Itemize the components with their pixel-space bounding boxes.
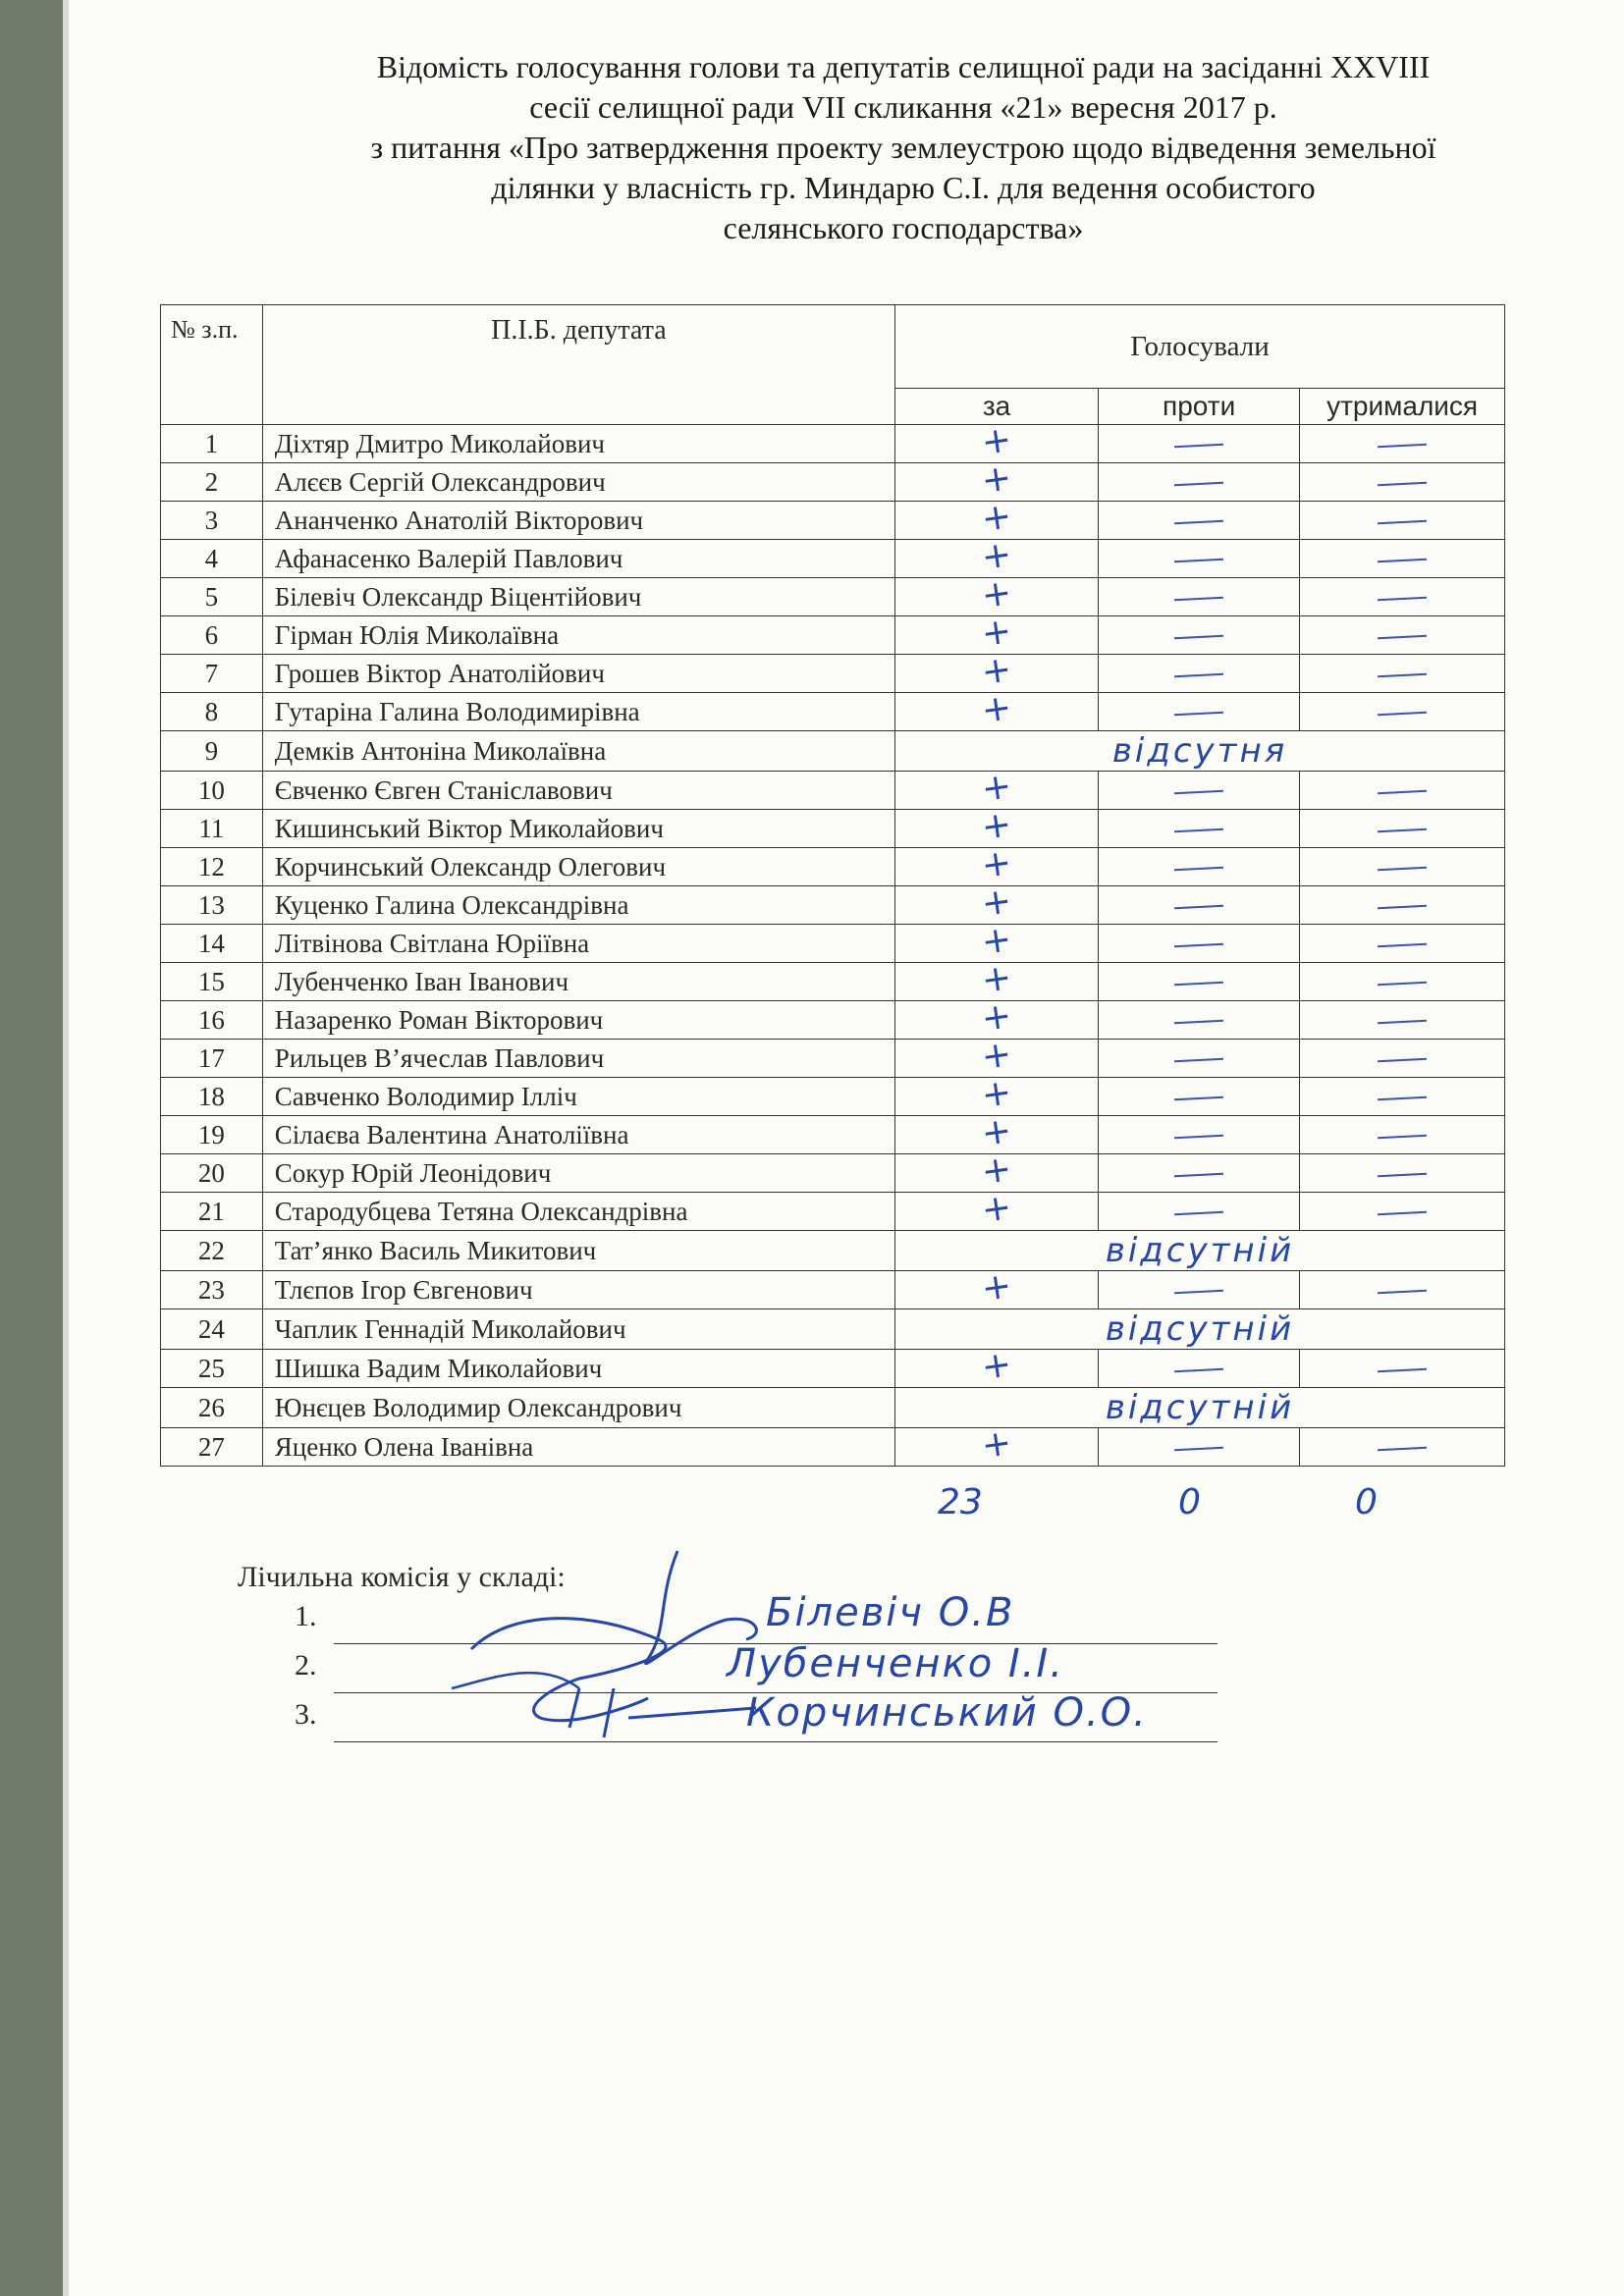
vote-against-cell <box>1099 463 1300 502</box>
vote-abstained-cell <box>1300 1271 1505 1309</box>
commission-number-2: 2. <box>295 1649 317 1682</box>
vote-against-cell <box>1099 848 1300 886</box>
commission-member-2: Лубенченко І.І. <box>727 1641 1064 1686</box>
table-row <box>161 502 1505 540</box>
commission-number-3: 3. <box>295 1698 317 1731</box>
table-row <box>161 1154 1505 1193</box>
vote-against-cell <box>1099 578 1300 616</box>
row-number: 4 <box>161 540 263 578</box>
vote-for-cell <box>895 804 1099 848</box>
vote-abstained-dash <box>1378 904 1427 909</box>
table-row <box>161 848 1505 886</box>
deputy-name: Євченко Євген Станіславович <box>262 772 894 810</box>
deputy-name: Афанасенко Валерій Павлович <box>262 540 894 578</box>
vote-abstained-dash <box>1378 634 1427 639</box>
vote-abstained-dash <box>1378 1367 1427 1372</box>
vote-against-dash <box>1174 1446 1223 1451</box>
vote-for-cell <box>895 881 1099 925</box>
row-number: 26 <box>161 1388 263 1428</box>
row-number: 1 <box>161 425 263 463</box>
vote-abstained-cell <box>1300 1428 1505 1467</box>
row-number: 24 <box>161 1309 263 1350</box>
deputy-name: Алєєв Сергій Олександрович <box>262 463 894 502</box>
vote-for-mark: + <box>979 995 1014 1040</box>
row-number: 6 <box>161 616 263 655</box>
commission-member-3: Корчинський О.О. <box>746 1690 1148 1735</box>
vote-against-cell <box>1099 1428 1300 1467</box>
vote-against-cell <box>1099 1001 1300 1040</box>
table-row <box>161 655 1505 693</box>
vote-against-dash <box>1174 789 1223 794</box>
vote-for-cell <box>895 1110 1099 1154</box>
title-line-5: селянського господарства» <box>723 210 1084 245</box>
vote-for-mark: + <box>979 419 1014 463</box>
vote-against-cell <box>1099 693 1300 731</box>
deputy-name: Білевіч Олександр Віцентійович <box>262 578 894 616</box>
deputy-name: Ананченко Анатолій Вікторович <box>262 502 894 540</box>
vote-against-dash <box>1174 1019 1223 1024</box>
deputy-name: Назаренко Роман Вікторович <box>262 1001 894 1040</box>
vote-for-mark: + <box>979 1422 1014 1467</box>
vote-for-cell <box>895 1187 1099 1231</box>
vote-abstained-cell <box>1300 1350 1505 1388</box>
deputy-name: Лубенченко Іван Іванович <box>262 963 894 1001</box>
table-row <box>161 1231 1505 1271</box>
table-row <box>161 540 1505 578</box>
deputy-name: Савченко Володимир Ілліч <box>262 1078 894 1116</box>
vote-abstained-cell <box>1300 540 1505 578</box>
vote-against-dash <box>1174 443 1223 448</box>
vote-abstained-cell <box>1300 886 1505 925</box>
vote-abstained-dash <box>1378 711 1427 716</box>
vote-abstained-dash <box>1378 942 1427 947</box>
title-line-3: з питання «Про затвердження проекту землеустрою щодо відведення земельної <box>370 130 1436 165</box>
row-number: 21 <box>161 1193 263 1231</box>
vote-against-dash <box>1174 1289 1223 1294</box>
vote-for-mark: + <box>979 881 1014 925</box>
vote-abstained-dash <box>1378 558 1427 562</box>
vote-for-cell <box>895 766 1099 810</box>
vote-against-dash <box>1174 634 1223 639</box>
vote-for-cell <box>895 649 1099 693</box>
vote-for-mark: + <box>979 1072 1014 1116</box>
vote-against-cell <box>1099 925 1300 963</box>
vote-for-mark: + <box>979 1110 1014 1154</box>
vote-abstained-cell <box>1300 616 1505 655</box>
deputy-name: Шишка Вадим Миколайович <box>262 1350 894 1388</box>
vote-abstained-dash <box>1378 1210 1427 1215</box>
row-number: 11 <box>161 810 263 848</box>
vote-against-dash <box>1174 1134 1223 1139</box>
table-row <box>161 1001 1505 1040</box>
table-row <box>161 616 1505 655</box>
row-number: 2 <box>161 463 263 502</box>
vote-against-cell <box>1099 772 1300 810</box>
header-abstained: утрималися <box>1300 389 1505 425</box>
vote-against-cell <box>1099 616 1300 655</box>
vote-abstained-dash <box>1378 1446 1427 1451</box>
table-row <box>161 886 1505 925</box>
deputy-name: Діхтяр Дмитро Миколайович <box>262 425 894 463</box>
vote-against-dash <box>1174 828 1223 832</box>
row-number: 27 <box>161 1428 263 1467</box>
deputy-name: Літвінова Світлана Юріївна <box>262 925 894 963</box>
vote-for-mark: + <box>979 687 1014 731</box>
row-number: 14 <box>161 925 263 963</box>
row-number: 3 <box>161 502 263 540</box>
row-number: 8 <box>161 693 263 731</box>
row-number: 19 <box>161 1116 263 1154</box>
commission-member-1: Білевіч О.В <box>766 1590 1015 1635</box>
title-line-2: сесії селищної ради VII скликання «21» вересня 2017 р. <box>529 89 1277 125</box>
deputy-name: Юнєцев Володимир Олександрович <box>262 1388 894 1428</box>
vote-abstained-cell <box>1300 655 1505 693</box>
vote-abstained-dash <box>1378 1134 1427 1139</box>
vote-against-dash <box>1174 1057 1223 1062</box>
vote-abstained-dash <box>1378 789 1427 794</box>
vote-for-mark: + <box>979 649 1014 693</box>
vote-against-cell <box>1099 1154 1300 1193</box>
vote-for-mark: + <box>979 611 1014 655</box>
vote-for-mark: + <box>979 919 1014 963</box>
vote-for-mark: + <box>979 1265 1014 1309</box>
row-number: 20 <box>161 1154 263 1193</box>
row-number: 16 <box>161 1001 263 1040</box>
vote-for-cell <box>895 919 1099 963</box>
vote-for-mark: + <box>979 766 1014 810</box>
vote-abstained-dash <box>1378 1172 1427 1177</box>
vote-against-dash <box>1174 942 1223 947</box>
row-number: 22 <box>161 1231 263 1271</box>
header-voted: Голосували <box>895 305 1505 389</box>
vote-for-mark: + <box>979 1148 1014 1193</box>
vote-against-dash <box>1174 1172 1223 1177</box>
vote-abstained-cell <box>1300 925 1505 963</box>
vote-against-cell <box>1099 1078 1300 1116</box>
vote-against-dash <box>1174 1210 1223 1215</box>
deputy-name: Демків Антоніна Миколаївна <box>262 731 894 772</box>
vote-abstained-cell <box>1300 578 1505 616</box>
vote-against-cell <box>1099 1040 1300 1078</box>
table-row <box>161 1350 1505 1388</box>
vote-against-dash <box>1174 558 1223 562</box>
total-for: 23 <box>938 1482 983 1522</box>
vote-for-mark: + <box>979 957 1014 1001</box>
vote-against-dash <box>1174 519 1223 524</box>
table-body <box>161 419 1505 1467</box>
vote-abstained-cell <box>1300 502 1505 540</box>
vote-for-mark: + <box>979 572 1014 616</box>
table-row <box>161 1116 1505 1154</box>
commission-number-1: 1. <box>295 1600 317 1632</box>
row-number: 23 <box>161 1271 263 1309</box>
vote-against-dash <box>1174 981 1223 986</box>
deputy-name: Сокур Юрій Леонідович <box>262 1154 894 1193</box>
vote-against-cell <box>1099 425 1300 463</box>
table-row <box>161 810 1505 848</box>
deputy-name: Сілаєва Валентина Анатоліївна <box>262 1116 894 1154</box>
deputy-name: Куценко Галина Олександрівна <box>262 886 894 925</box>
deputy-name: Гутаріна Галина Володимирівна <box>262 693 894 731</box>
table-row <box>161 1193 1505 1231</box>
vote-for-cell <box>895 687 1099 731</box>
title-line-1: Відомість голосування голови та депутатів селищної ради на засіданні XXVIII <box>376 49 1431 84</box>
document-title <box>231 47 1576 248</box>
vote-for-cell <box>895 1422 1099 1467</box>
vote-abstained-cell <box>1300 1001 1505 1040</box>
vote-for-mark: + <box>979 1187 1014 1231</box>
vote-abstained-cell <box>1300 848 1505 886</box>
row-number: 10 <box>161 772 263 810</box>
vote-for-cell <box>895 842 1099 886</box>
vote-abstained-dash <box>1378 1057 1427 1062</box>
vote-for-cell <box>895 1344 1099 1388</box>
vote-against-cell <box>1099 810 1300 848</box>
vote-against-dash <box>1174 1095 1223 1100</box>
deputy-name: Яценко Олена Іванівна <box>262 1428 894 1467</box>
deputy-name: Тат’янко Василь Микитович <box>262 1231 894 1271</box>
deputy-name: Стародубцева Тетяна Олександрівна <box>262 1193 894 1231</box>
vote-against-cell <box>1099 540 1300 578</box>
vote-for-cell <box>895 419 1099 463</box>
row-number: 7 <box>161 655 263 693</box>
table-row <box>161 578 1505 616</box>
vote-against-dash <box>1174 596 1223 601</box>
vote-for-cell <box>895 957 1099 1001</box>
vote-for-cell <box>895 611 1099 655</box>
vote-against-cell <box>1099 502 1300 540</box>
row-number: 18 <box>161 1078 263 1116</box>
vote-abstained-cell <box>1300 1154 1505 1193</box>
vote-abstained-cell <box>1300 1193 1505 1231</box>
title-line-4: ділянки у власність гр. Миндарю С.І. для ведення особистого <box>491 170 1316 205</box>
deputy-name: Рильцев В’ячеслав Павлович <box>262 1040 894 1078</box>
vote-for-cell <box>895 1265 1099 1309</box>
absent-note: відсутня <box>895 731 1505 772</box>
vote-against-dash <box>1174 672 1223 677</box>
vote-abstained-cell <box>1300 693 1505 731</box>
table-row <box>161 731 1505 772</box>
vote-abstained-cell <box>1300 810 1505 848</box>
table-row <box>161 1271 1505 1309</box>
vote-for-cell <box>895 1034 1099 1078</box>
vote-for-cell <box>895 496 1099 540</box>
deputy-name: Тлєпов Ігор Євгенович <box>262 1271 894 1309</box>
vote-against-cell <box>1099 1193 1300 1231</box>
header-against: проти <box>1099 389 1300 425</box>
vote-for-mark: + <box>979 496 1014 540</box>
absent-note: відсутній <box>895 1388 1505 1428</box>
deputy-name: Корчинський Олександр Олегович <box>262 848 894 886</box>
vote-against-dash <box>1174 1367 1223 1372</box>
vote-against-dash <box>1174 904 1223 909</box>
vote-against-cell <box>1099 1116 1300 1154</box>
vote-abstained-cell <box>1300 1040 1505 1078</box>
vote-abstained-cell <box>1300 425 1505 463</box>
vote-abstained-dash <box>1378 443 1427 448</box>
vote-for-mark: + <box>979 804 1014 848</box>
row-number: 5 <box>161 578 263 616</box>
vote-against-dash <box>1174 866 1223 871</box>
vote-abstained-dash <box>1378 828 1427 832</box>
table-row <box>161 1388 1505 1428</box>
vote-abstained-cell <box>1300 1116 1505 1154</box>
row-number: 15 <box>161 963 263 1001</box>
row-number: 12 <box>161 848 263 886</box>
vote-for-cell <box>895 995 1099 1040</box>
signature-scribbles <box>432 1541 785 1757</box>
header-for: за <box>895 389 1099 425</box>
deputy-name: Чаплик Геннадій Миколайович <box>262 1309 894 1350</box>
vote-against-dash <box>1174 481 1223 486</box>
vote-for-cell <box>895 457 1099 502</box>
deputy-name: Гірман Юлія Миколаївна <box>262 616 894 655</box>
header-number: № з.п. <box>161 305 263 425</box>
table-row <box>161 925 1505 963</box>
row-number: 13 <box>161 886 263 925</box>
vote-for-mark: + <box>979 1034 1014 1078</box>
table-row <box>161 1428 1505 1467</box>
deputy-name: Кишинський Віктор Миколайович <box>262 810 894 848</box>
vote-abstained-cell <box>1300 463 1505 502</box>
commission-label: Лічильна комісія у складі: <box>238 1561 566 1593</box>
vote-abstained-cell <box>1300 1078 1505 1116</box>
vote-abstained-cell <box>1300 772 1505 810</box>
vote-for-mark: + <box>979 457 1014 502</box>
scan-edge-shadow <box>63 0 69 2296</box>
vote-abstained-cell <box>1300 963 1505 1001</box>
absent-note: відсутній <box>895 1309 1505 1350</box>
vote-abstained-dash <box>1378 1019 1427 1024</box>
vote-for-mark: + <box>979 1344 1014 1388</box>
vote-for-mark: + <box>979 842 1014 886</box>
table-row <box>161 463 1505 502</box>
vote-abstained-dash <box>1378 519 1427 524</box>
total-against: 0 <box>1178 1482 1201 1522</box>
table-row <box>161 963 1505 1001</box>
row-number: 25 <box>161 1350 263 1388</box>
vote-for-cell <box>895 1072 1099 1116</box>
vote-for-cell <box>895 1148 1099 1193</box>
absent-note: відсутній <box>895 1231 1505 1271</box>
table-row <box>161 772 1505 810</box>
vote-against-cell <box>1099 1350 1300 1388</box>
vote-abstained-dash <box>1378 866 1427 871</box>
vote-for-cell <box>895 572 1099 616</box>
vote-abstained-dash <box>1378 596 1427 601</box>
vote-against-cell <box>1099 963 1300 1001</box>
table-row <box>161 1040 1505 1078</box>
total-abstained: 0 <box>1355 1482 1378 1522</box>
vote-against-cell <box>1099 655 1300 693</box>
header-name: П.І.Б. депутата <box>262 305 894 425</box>
vote-against-dash <box>1174 711 1223 716</box>
vote-abstained-dash <box>1378 672 1427 677</box>
vote-for-mark: + <box>979 534 1014 578</box>
table-row <box>161 425 1505 463</box>
row-number: 9 <box>161 731 263 772</box>
table-row <box>161 693 1505 731</box>
voting-table <box>160 304 1505 1467</box>
vote-against-cell <box>1099 886 1300 925</box>
table-row <box>161 1078 1505 1116</box>
vote-for-cell <box>895 534 1099 578</box>
vote-abstained-dash <box>1378 1289 1427 1294</box>
vote-against-cell <box>1099 1271 1300 1309</box>
deputy-name: Грошев Віктор Анатолійович <box>262 655 894 693</box>
vote-abstained-dash <box>1378 981 1427 986</box>
scan-edge <box>0 0 63 2296</box>
table-row <box>161 1309 1505 1350</box>
row-number: 17 <box>161 1040 263 1078</box>
vote-abstained-dash <box>1378 1095 1427 1100</box>
vote-abstained-dash <box>1378 481 1427 486</box>
